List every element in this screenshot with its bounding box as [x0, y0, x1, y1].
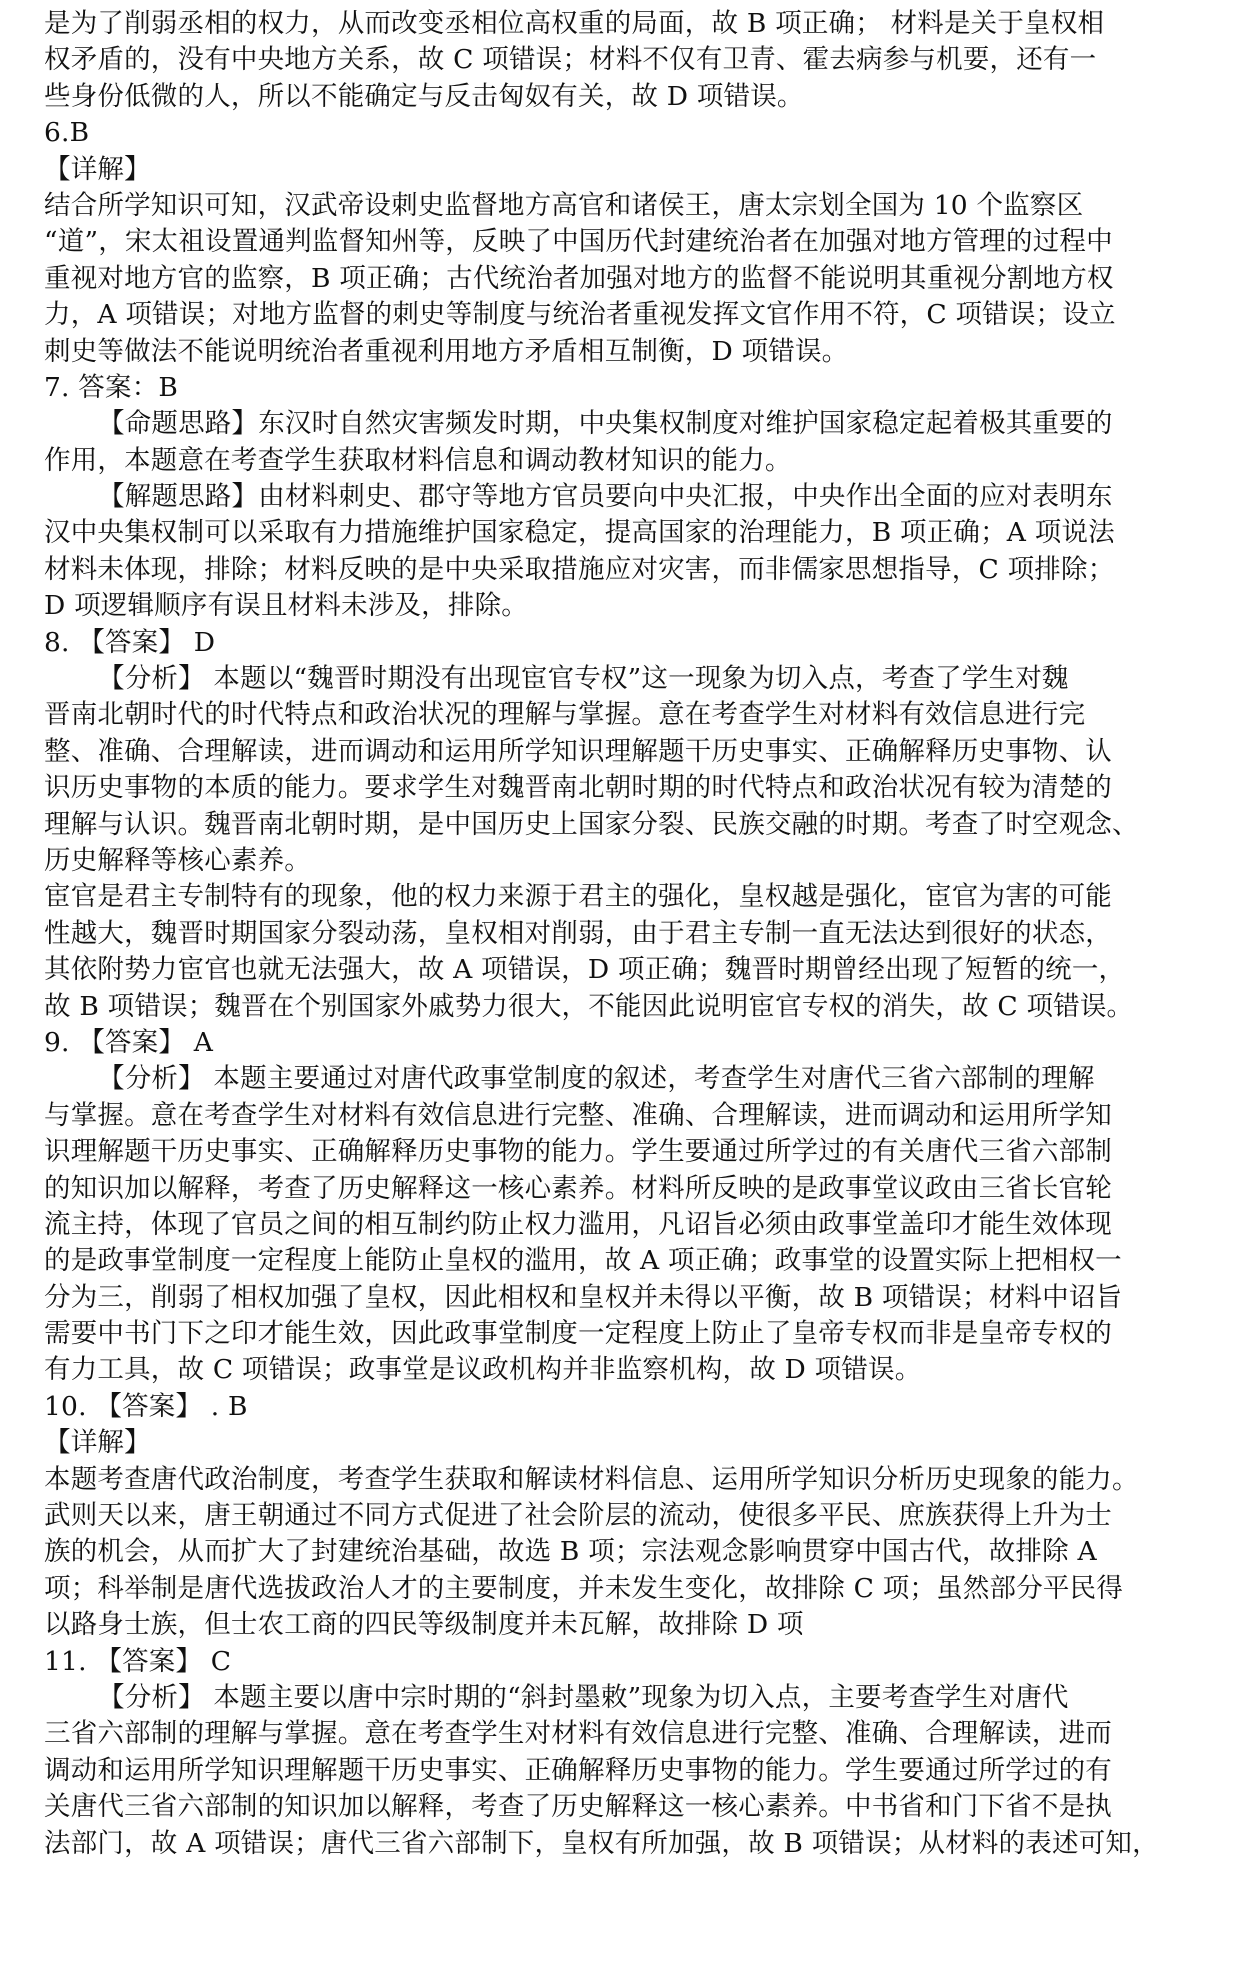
text-line: 【详解】	[44, 153, 151, 185]
text-line: 项；科举制是唐代选拔政治人才的主要制度，并未发生变化，故排除 C 项；虽然部分平民得	[44, 1572, 1124, 1604]
text-line: 其依附势力宦官也就无法强大，故 A 项错误，D 项正确；魏晋时期曾经出现了短暂的统一，	[44, 954, 1126, 986]
text-line: 是为了削弱丞相的权力，从而改变丞相位高权重的局面，故 B 项正确； 材料是关于皇权相	[44, 8, 1105, 39]
text-line: 8. 【答案】 D	[44, 626, 216, 658]
text-line: 本题考查唐代政治制度，考查学生获取和解读材料信息、运用所学知识分析历史现象的能力。	[44, 1463, 1139, 1495]
text-line: 材料未体现，排除；材料反映的是中央采取措施应对灾害，而非儒家思想指导，C 项排除；	[44, 553, 1115, 585]
text-line: 识历史事物的本质的能力。要求学生对魏晋南北朝时期的时代特点和政治状况有较为清楚的	[44, 772, 1112, 804]
text-line: 【详解】	[44, 1427, 151, 1459]
text-line: 历史解释等核心素养。	[44, 844, 311, 876]
text-line: 【分析】 本题主要通过对唐代政事堂制度的叙述，考查学生对唐代三省六部制的理解	[98, 1063, 1095, 1095]
text-line: 调动和运用所学知识理解题干历史事实、正确解释历史事物的能力。学生要通过所学过的有	[44, 1754, 1112, 1786]
text-line: 权矛盾的，没有中央地方关系，故 C 项错误；材料不仅有卫青、霍去病参与机要，还有一	[44, 44, 1097, 76]
text-line: 结合所学知识可知，汉武帝设刺史监督地方高官和诸侯王，唐太宗划全国为 10 个监察区	[44, 189, 1084, 221]
text-line: 武则天以来，唐王朝通过不同方式促进了社会阶层的流动，使很多平民、庶族获得上升为士	[44, 1500, 1112, 1532]
text-line: 故 B 项错误；魏晋在个别国家外戚势力很大，不能因此说明宦官专权的消失，故 C 项错误。	[44, 990, 1134, 1022]
text-line: 些身份低微的人，所以不能确定与反击匈奴有关，故 D 项错误。	[44, 80, 804, 112]
text-line: 三省六部制的理解与掌握。意在考查学生对材料有效信息进行完整、准确、合理解读，进而	[44, 1718, 1112, 1750]
text-line: 7. 答案：B	[44, 371, 179, 403]
text-line: 族的机会，从而扩大了封建统治基础，故选 B 项；宗法观念影响贯穿中国古代，故排除 A	[44, 1536, 1097, 1568]
text-line: 的是政事堂制度一定程度上能防止皇权的滥用，故 A 项正确；政事堂的设置实际上把相权一	[44, 1245, 1122, 1277]
text-line: 9. 【答案】 A	[44, 1026, 214, 1058]
text-line: 分为三，削弱了相权加强了皇权，因此相权和皇权并未得以平衡，故 B 项错误；材料中诏旨	[44, 1281, 1123, 1313]
text-line: 识理解题干历史事实、正确解释历史事物的能力。学生要通过所学过的有关唐代三省六部制	[44, 1136, 1112, 1168]
text-line: 【解题思路】由材料刺史、郡守等地方官员要向中央汇报，中央作出全面的应对表明东	[98, 481, 1113, 513]
text-line: D 项逻辑顺序有误且材料未涉及，排除。	[44, 590, 528, 622]
text-line: 宦官是君主专制特有的现象，他的权力来源于君主的强化，皇权越是强化，宦官为害的可能	[44, 881, 1112, 913]
text-line: 10. 【答案】 . B	[44, 1390, 248, 1422]
text-line: 需要中书门下之印才能生效，因此政事堂制度一定程度上防止了皇帝专权而非是皇帝专权的	[44, 1318, 1112, 1350]
text-line: 以路身士族，但士农工商的四民等级制度并未瓦解，故排除 D 项	[44, 1609, 804, 1641]
text-line: 晋南北朝时代的时代特点和政治状况的理解与掌握。意在考查学生对材料有效信息进行完	[44, 699, 1086, 731]
text-line: 11. 【答案】 C	[44, 1645, 232, 1677]
text-line: 【分析】 本题以“魏晋时期没有出现宦官专权”这一现象为切入点，考查了学生对魏	[98, 663, 1069, 695]
text-line: 流主持，体现了官员之间的相互制约防止权力滥用，凡诏旨必须由政事堂盖印才能生效体现	[44, 1208, 1112, 1240]
text-line: 力，A 项错误；对地方监督的刺史等制度与统治者重视发挥文官作用不符，C 项错误；设立	[44, 299, 1116, 331]
answer-text-body	[44, 6, 1214, 1862]
text-line: 刺史等做法不能说明统治者重视利用地方矛盾相互制衡，D 项错误。	[44, 335, 849, 367]
text-line: 有力工具，故 C 项错误；政事堂是议政机构并非监察机构，故 D 项错误。	[44, 1354, 922, 1386]
text-line: 作用，本题意在考查学生获取材料信息和调动教材知识的能力。	[44, 444, 792, 476]
text-line: 【命题思路】东汉时自然灾害频发时期，中央集权制度对维护国家稳定起着极其重要的	[98, 408, 1113, 440]
text-line: 关唐代三省六部制的知识加以解释，考查了历史解释这一核心素养。中书省和门下省不是执	[44, 1791, 1112, 1823]
text-line: 6.B	[44, 117, 90, 149]
text-line: 性越大，魏晋时期国家分裂动荡，皇权相对削弱，由于君主专制一直无法达到很好的状态，	[44, 917, 1112, 949]
text-line: 的知识加以解释，考查了历史解释这一核心素养。材料所反映的是政事堂议政由三省长官轮	[44, 1172, 1112, 1204]
text-line: 与掌握。意在考查学生对材料有效信息进行完整、准确、合理解读，进而调动和运用所学知	[44, 1099, 1112, 1131]
text-line: “道”，宋太祖设置通判监督知州等，反映了中国历代封建统治者在加强对地方管理的过程中	[44, 226, 1113, 258]
text-line: 汉中央集权制可以采取有力措施维护国家稳定，提高国家的治理能力，B 项正确；A 项说法	[44, 517, 1115, 549]
text-line: 整、准确、合理解读，进而调动和运用所学知识理解题干历史事实、正确解释历史事物、认	[44, 735, 1112, 767]
text-line: 重视对地方官的监察，B 项正确；古代统治者加强对地方的监督不能说明其重视分割地方权	[44, 262, 1114, 294]
text-line: 【分析】 本题主要以唐中宗时期的“斜封墨敕”现象为切入点，主要考查学生对唐代	[98, 1681, 1069, 1713]
text-line: 法部门，故 A 项错误；唐代三省六部制下，皇权有所加强，故 B 项错误；从材料的表述可知，	[44, 1827, 1159, 1859]
text-line: 理解与认识。魏晋南北朝时期，是中国历史上国家分裂、民族交融的时期。考查了时空观念、	[44, 808, 1139, 840]
